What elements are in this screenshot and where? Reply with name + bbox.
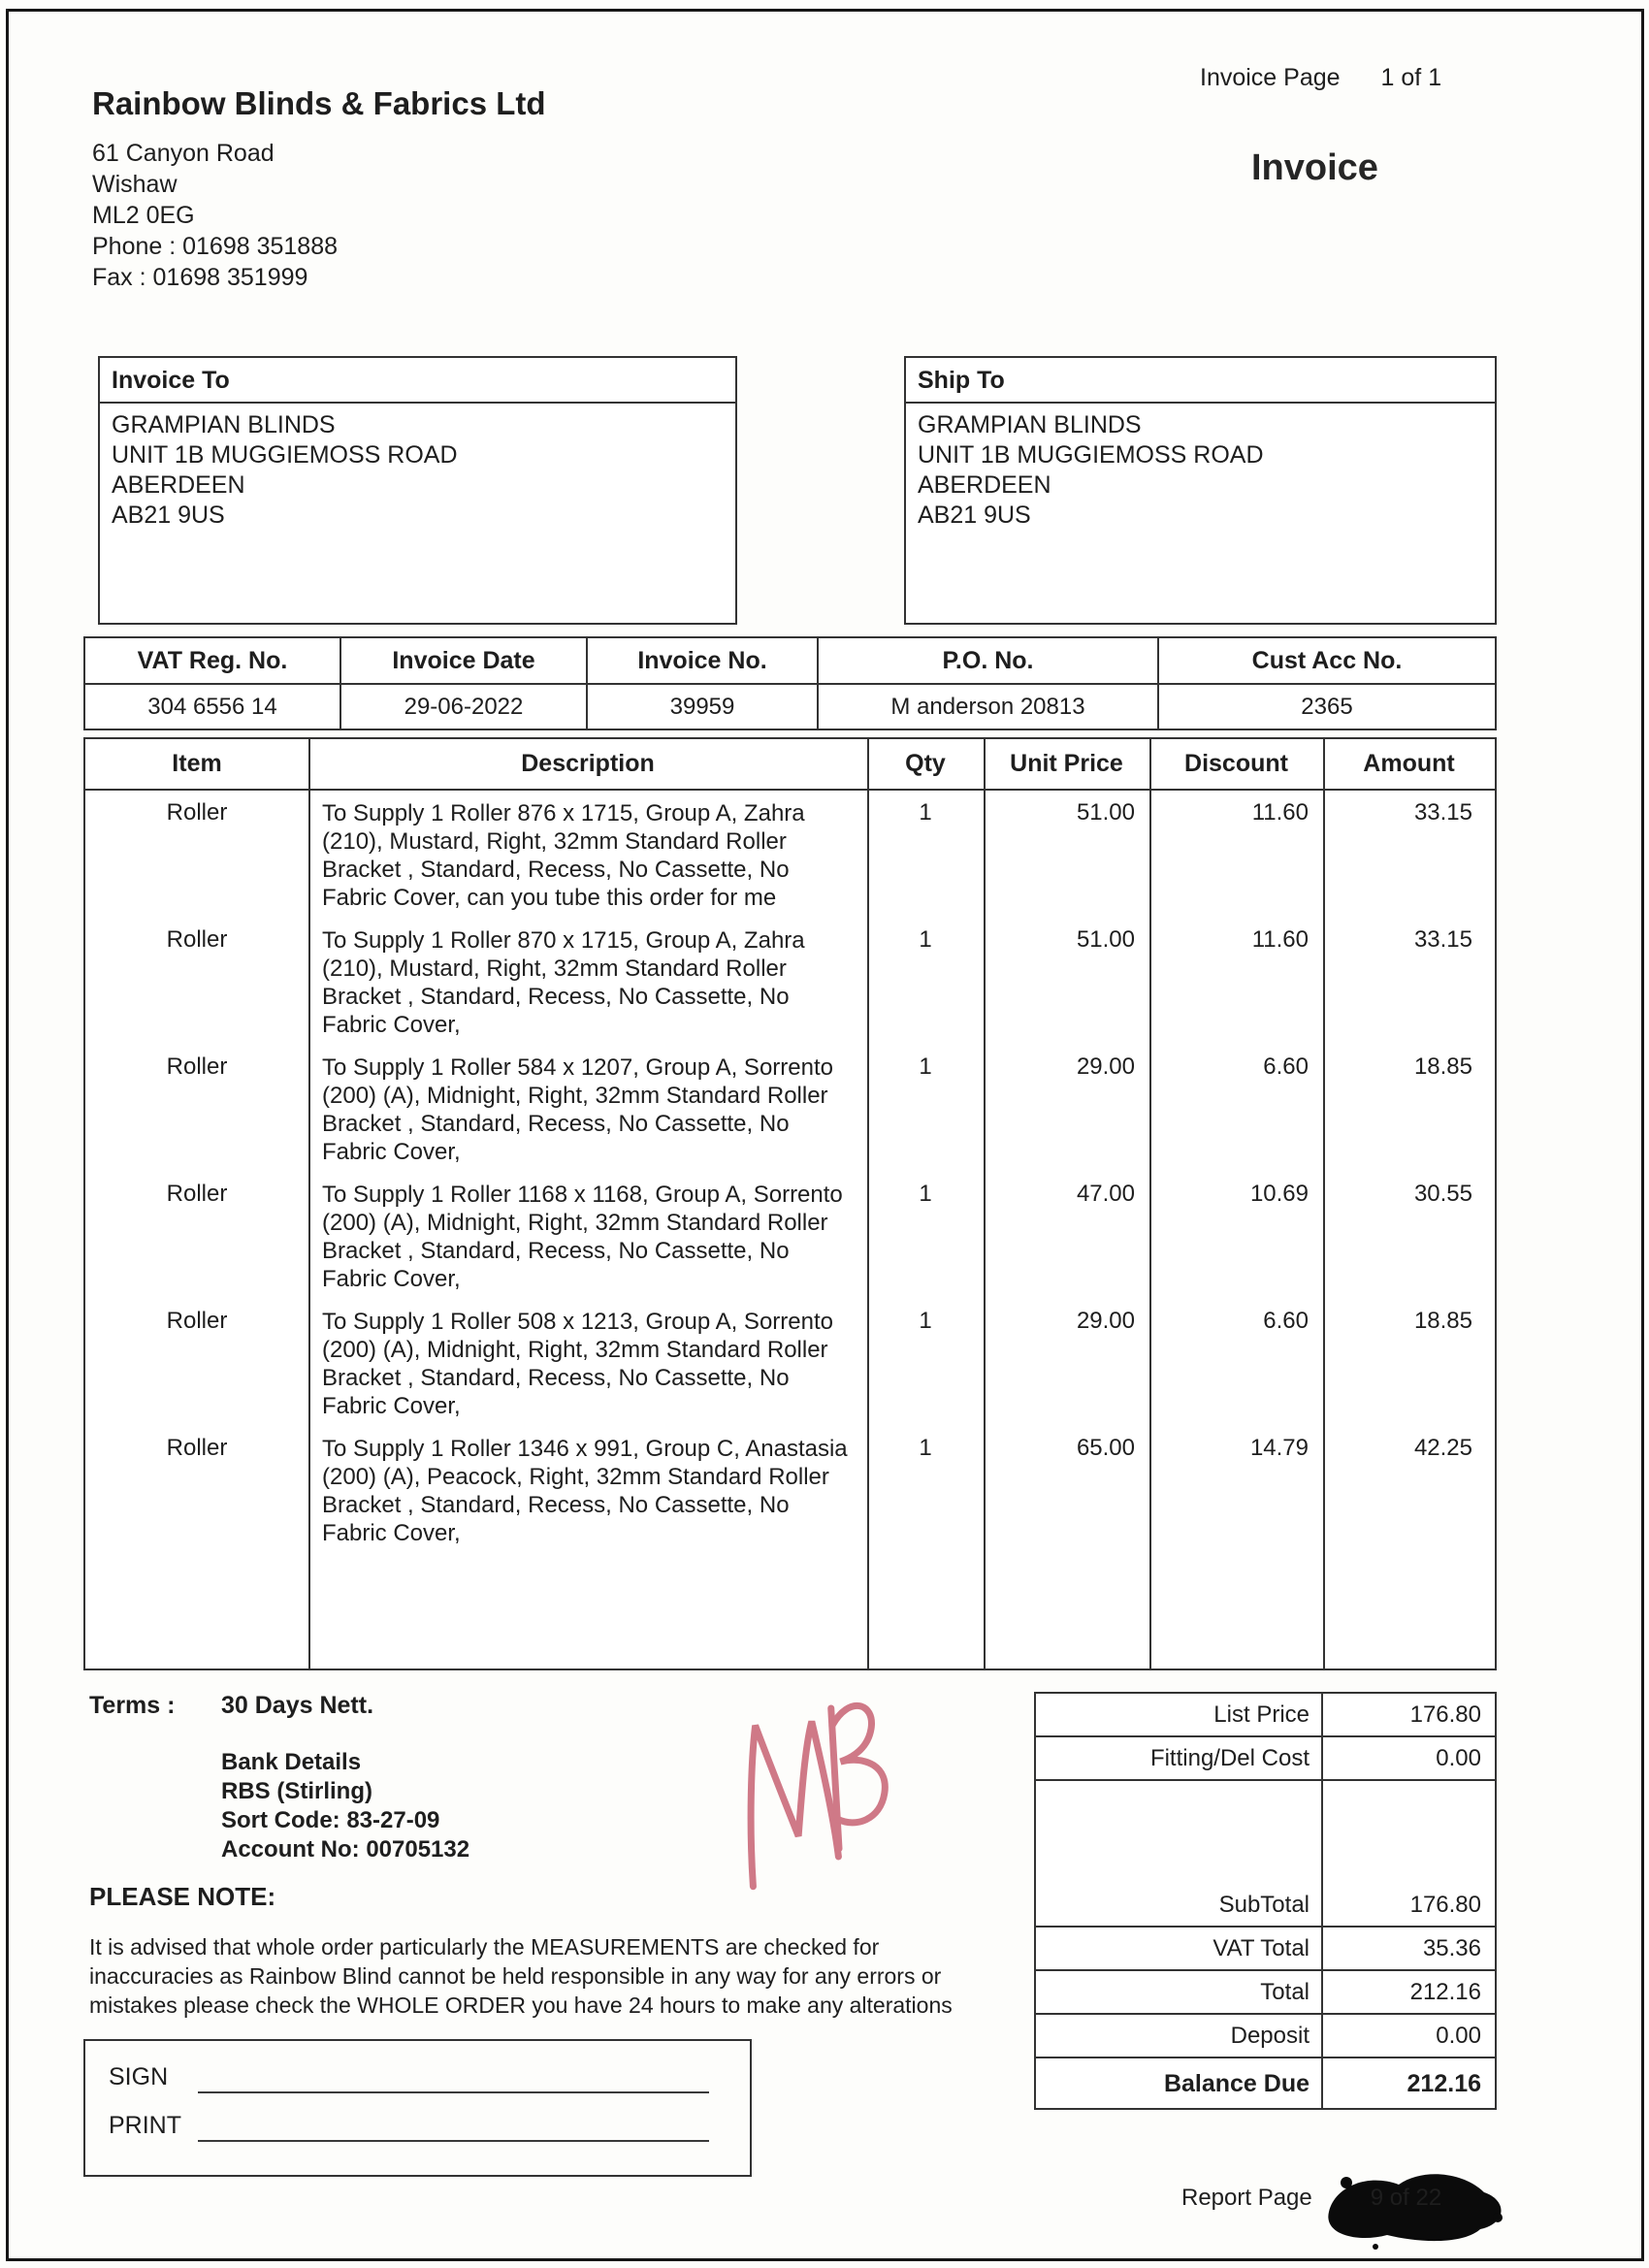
item-type-cell: Roller (166, 1308, 228, 1334)
total-label: Total (1036, 1971, 1323, 2013)
item-amount-cell: 33.15 (1413, 926, 1472, 953)
company-address-line-1: 61 Canyon Road (92, 140, 275, 167)
signature-box (83, 2039, 752, 2177)
ship-to-line-3: ABERDEEN (918, 471, 1051, 499)
item-description-cell: To Supply 1 Roller 584 x 1207, Group A, Sorrento (200) (A), Midnight, Right, 32mm Standard Roller Bracket , Standard, Recess, No Cassette, No Fabric Cover, (322, 1054, 833, 1165)
vat-value: 35.36 (1422, 1935, 1481, 1961)
print-label: PRINT (109, 2112, 181, 2139)
item-unit-price-cell: 29.00 (1076, 1308, 1135, 1334)
item-amount-cell: 18.85 (1413, 1308, 1472, 1334)
totals-spacer (1036, 1781, 1495, 1884)
item-discount-cell: 11.60 (1251, 799, 1309, 826)
total-row-vat (1036, 1928, 1495, 1971)
item-type-cell: Roller (166, 1435, 228, 1461)
meta-header-cust-acc: Cust Acc No. (1159, 638, 1495, 685)
please-note-title: PLEASE NOTE: (89, 1882, 276, 1911)
deposit-label: Deposit (1036, 2015, 1323, 2057)
ship-to-line-1: GRAMPIAN BLINDS (918, 411, 1142, 438)
vat-label: VAT Total (1036, 1928, 1323, 1969)
report-page-value: 9 of 22 (1370, 2185, 1442, 2211)
fitting-label: Fitting/Del Cost (1036, 1737, 1323, 1779)
item-type-cell: Roller (166, 1181, 228, 1207)
terms-value: 30 Days Nett. (221, 1692, 374, 1719)
item-unit-price-cell: 51.00 (1076, 926, 1135, 953)
invoice-meta-table (83, 636, 1497, 730)
list-price-value: 176.80 (1409, 1701, 1481, 1728)
item-description-cell: To Supply 1 Roller 508 x 1213, Group A, Sorrento (200) (A), Midnight, Right, 32mm Standard Roller Bracket , Standard, Recess, No Cassette, No Fabric Cover, (322, 1309, 833, 1419)
bank-details (221, 1748, 469, 1864)
company-name: Rainbow Blinds & Fabrics Ltd (92, 85, 546, 121)
item-amount-cell: 33.15 (1413, 799, 1472, 826)
report-page-label: Report Page (1181, 2185, 1312, 2211)
meta-value-date: 29-06-2022 (341, 685, 588, 729)
table-row (85, 1308, 1495, 1420)
meta-value-vat: 304 6556 14 (85, 685, 341, 729)
bank-name: RBS (Stirling) (221, 1778, 372, 1804)
subtotal-label: SubTotal (1036, 1884, 1323, 1926)
company-address-line-3: ML2 0EG (92, 202, 195, 229)
meta-header-vat: VAT Reg. No. (85, 638, 341, 685)
item-amount-cell: 30.55 (1413, 1181, 1472, 1207)
item-description-cell: To Supply 1 Roller 876 x 1715, Group A, Zahra (210), Mustard, Right, 32mm Standard Roller Bracket , Standard, Recess, No Cassette, No Fabric Cover, can you tube this order for me (322, 800, 805, 911)
item-qty-cell: 1 (919, 1435, 932, 1461)
meta-header-date: Invoice Date (341, 638, 588, 685)
invoice-heading: Invoice (1251, 147, 1378, 188)
note-line-1: It is advised that whole order particularly the MEASUREMENTS are checked for (89, 1934, 880, 1960)
header-qty: Qty (905, 750, 946, 777)
invoice-page-value: 1 of 1 (1380, 64, 1442, 91)
sign-line (198, 2060, 709, 2093)
item-amount-cell: 42.25 (1413, 1435, 1472, 1461)
total-row-balance-due (1036, 2058, 1495, 2108)
fitting-value: 0.00 (1436, 1745, 1481, 1771)
item-qty-cell: 1 (919, 799, 932, 826)
ship-to-line-2: UNIT 1B MUGGIEMOSS ROAD (918, 441, 1264, 469)
invoice-page-indicator (1200, 64, 1441, 92)
item-discount-cell: 14.79 (1249, 1435, 1309, 1461)
header-item: Item (172, 750, 222, 777)
item-unit-price-cell: 51.00 (1076, 799, 1135, 826)
table-row (85, 799, 1495, 912)
handwritten-initials (713, 1686, 907, 1895)
item-description-cell: To Supply 1 Roller 1168 x 1168, Group A, Sorrento (200) (A), Midnight, Right, 32mm Standard Roller Bracket , Standard, Recess, No Cassette, No Fabric Cover, (322, 1182, 843, 1292)
item-unit-price-cell: 29.00 (1076, 1053, 1135, 1080)
header-discount: Discount (1184, 750, 1288, 777)
balance-due-label: Balance Due (1036, 2058, 1323, 2108)
bank-account-no: Account No: 00705132 (221, 1836, 470, 1863)
meta-value-invoice-no: 39959 (588, 685, 819, 729)
note-text (89, 1932, 953, 2020)
total-row-list-price (1036, 1694, 1495, 1737)
company-phone: Phone : 01698 351888 (92, 233, 339, 260)
meta-header-invoice-no: Invoice No. (588, 638, 819, 685)
ship-to-title: Ship To (906, 358, 1495, 404)
item-amount-cell: 18.85 (1413, 1053, 1472, 1080)
bank-details-title: Bank Details (221, 1749, 362, 1775)
totals-box (1034, 1692, 1497, 2110)
item-discount-cell: 11.60 (1251, 926, 1309, 953)
header-description: Description (521, 750, 655, 777)
invoice-to-line-1: GRAMPIAN BLINDS (112, 411, 336, 438)
note-line-3: mistakes please check the WHOLE ORDER you have 24 hours to make any alterations (89, 1993, 953, 2018)
meta-value-po-no: M anderson 20813 (819, 685, 1159, 729)
total-row-fitting (1036, 1737, 1495, 1781)
ship-to-line-4: AB21 9US (918, 502, 1031, 529)
table-row (85, 1181, 1495, 1293)
invoice-page-label: Invoice Page (1200, 64, 1341, 91)
total-value: 212.16 (1409, 1979, 1481, 2005)
item-discount-cell: 6.60 (1263, 1053, 1309, 1080)
item-type-cell: Roller (166, 799, 228, 826)
item-qty-cell: 1 (919, 1308, 932, 1334)
balance-due-value: 212.16 (1406, 2070, 1481, 2097)
item-discount-cell: 10.69 (1249, 1181, 1309, 1207)
table-row (85, 926, 1495, 1039)
bank-sort-code: Sort Code: 83-27-09 (221, 1807, 440, 1833)
note-line-2: inaccuracies as Rainbow Blind cannot be held responsible in any way for any errors or (89, 1963, 942, 1989)
invoice-to-title: Invoice To (100, 358, 735, 404)
item-type-cell: Roller (166, 926, 228, 953)
item-type-cell: Roller (166, 1053, 228, 1080)
deposit-value: 0.00 (1436, 2023, 1481, 2049)
item-unit-price-cell: 65.00 (1076, 1435, 1135, 1461)
meta-value-cust-acc: 2365 (1301, 694, 1353, 720)
company-fax: Fax : 01698 351999 (92, 264, 308, 291)
invoice-to-line-3: ABERDEEN (112, 471, 245, 499)
items-table-body (85, 791, 1495, 1547)
total-row-deposit (1036, 2015, 1495, 2058)
item-unit-price-cell: 47.00 (1076, 1181, 1135, 1207)
meta-header-po-no: P.O. No. (819, 638, 1159, 685)
total-row-subtotal (1036, 1884, 1495, 1928)
item-qty-cell: 1 (919, 926, 932, 953)
invoice-to-box (98, 356, 737, 625)
item-description-cell: To Supply 1 Roller 870 x 1715, Group A, Zahra (210), Mustard, Right, 32mm Standard Roller Bracket , Standard, Recess, No Cassette, No Fabric Cover, (322, 927, 805, 1038)
total-row-total (1036, 1971, 1495, 2015)
company-header (92, 85, 546, 293)
header-unit-price: Unit Price (1010, 750, 1123, 777)
sign-label: SIGN (109, 2063, 169, 2090)
item-description-cell: To Supply 1 Roller 1346 x 991, Group C, Anastasia (200) (A), Peacock, Right, 32mm Standard Roller Bracket , Standard, Recess, No Cassette, No Fabric Cover, (322, 1436, 848, 1546)
item-qty-cell: 1 (919, 1181, 932, 1207)
subtotal-value: 176.80 (1409, 1892, 1481, 1918)
terms-label: Terms : (89, 1692, 176, 1719)
item-qty-cell: 1 (919, 1053, 932, 1080)
invoice-to-line-2: UNIT 1B MUGGIEMOSS ROAD (112, 441, 458, 469)
report-page-indicator (1181, 2185, 1441, 2212)
items-table-header (85, 739, 1495, 791)
items-table (83, 737, 1497, 1670)
print-line (198, 2109, 709, 2142)
item-discount-cell: 6.60 (1263, 1308, 1309, 1334)
list-price-label: List Price (1036, 1694, 1323, 1735)
invoice-to-line-4: AB21 9US (112, 502, 225, 529)
company-address-line-2: Wishaw (92, 171, 178, 198)
table-row (85, 1053, 1495, 1166)
ship-to-box (904, 356, 1497, 625)
table-row (85, 1435, 1495, 1547)
header-amount: Amount (1363, 750, 1455, 777)
